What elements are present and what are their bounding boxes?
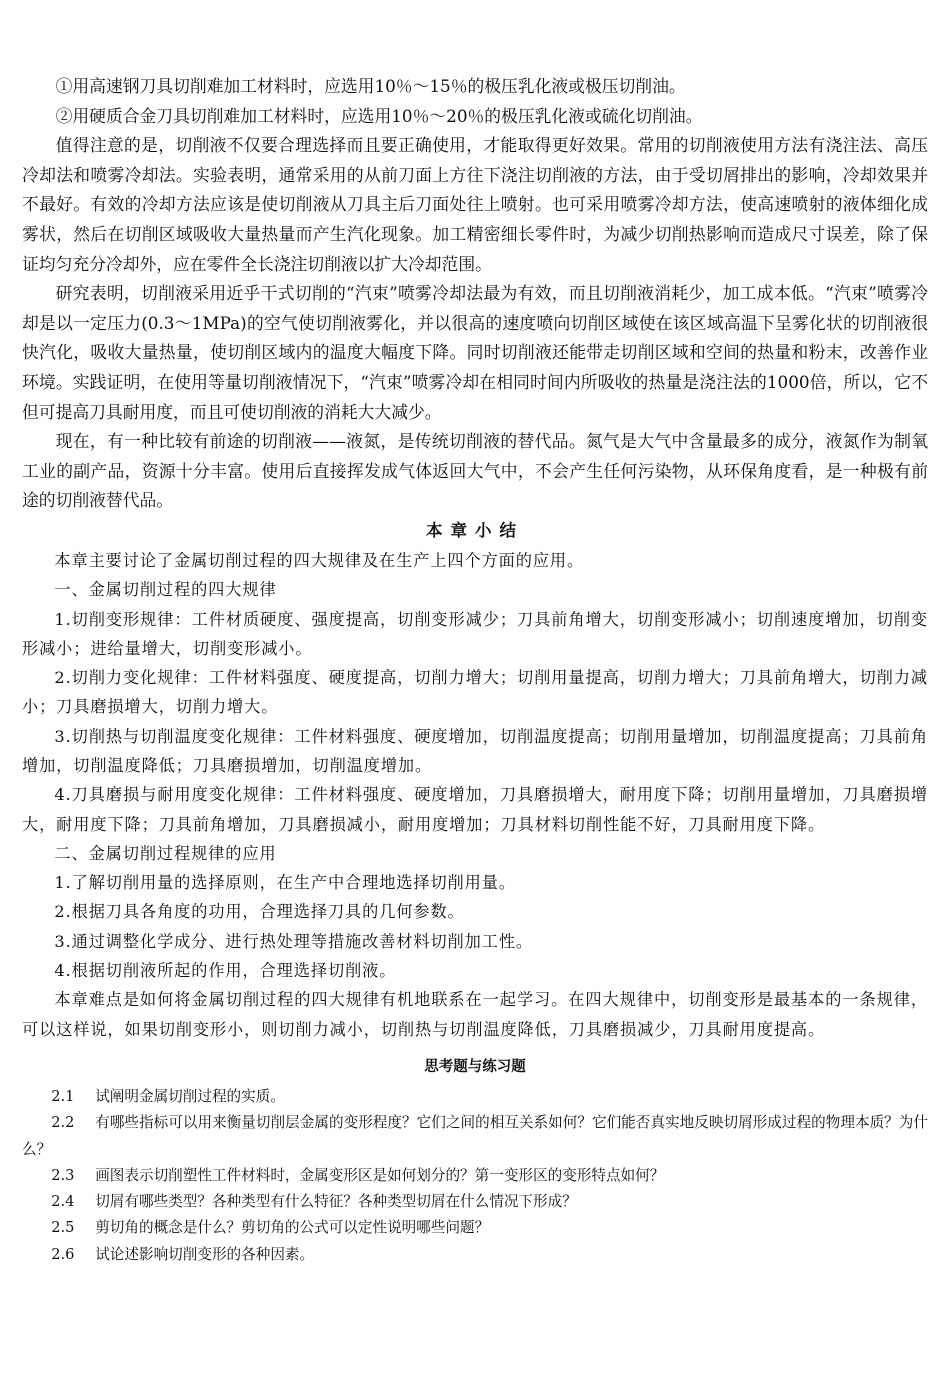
exercise-number: 2.2: [51, 1114, 75, 1132]
summary-closing: 本章难点是如何将金属切削过程的四大规律有机地联系在一起学习。在四大规律中，切削变形是最基本的一条规律，可以这样说，如果切削变形小，则切削力减小，切削热与切削温度降低，刀具磨损减少，刀具耐用度提高。: [22, 990, 928, 1039]
list-item: 3.通过调整化学成分、进行热处理等措施改善材料切削加工性。: [54, 931, 533, 951]
exercise-item: [22, 1242, 928, 1268]
section-heading: 一、金属切削过程的四大规律: [54, 580, 277, 600]
exercise-number: 2.1: [51, 1087, 75, 1105]
exercise-item: [22, 1189, 928, 1215]
list-item: 1.了解切削用量的选择原则，在生产中合理地选择切削用量。: [54, 873, 516, 893]
paragraph: 研究表明，切削液采用近乎干式切削的“汽束”喷雾冷却法最为有效，而且切削液消耗少，加工成本低。“汽束”喷雾冷却是以一定压力(0.3～1MPa)的空气使切削液雾化，并以很高的速度喷向切削区域使在该区域高温下呈雾化状的切削液很快汽化，吸收大量热量，使切削区域内的温度大幅度下降。同时切削液还能带走切削区域和空间的热量和粉末，改善作业环境。实践证明，在使用等量切削液情况下，“汽束”喷雾冷却在相同时间内所吸收的热量是浇注法的1000倍，所以，它不但可提高刀具耐用度，而且可使切削液的消耗大大减少。: [22, 283, 928, 422]
exercise-list: [22, 1084, 928, 1268]
exercise-text: 有哪些指标可以用来衡量切削层金属的变形程度？它们之间的相互关系如何？它们能否真实地反映切屑形成过程的物理本质？为什么？: [22, 1114, 928, 1158]
list-item: 4.刀具磨损与耐用度变化规律：工件材料强度、硬度增加，刀具磨损增大，耐用度下降；切削用量增加，刀具磨损增大，耐用度下降；刀具前角增加，刀具磨损减小，耐用度增加；刀具材料切削性能不好，刀具耐用度下降。: [22, 785, 928, 834]
exercises-heading: 思考题与练习题: [424, 1058, 526, 1075]
paragraph: 现在，有一种比较有前途的切削液——液氮，是传统切削液的替代品。氮气是大气中含量最多的成分，液氮作为制氧工业的副产品，资源十分丰富。使用后直接挥发成气体返回大气中，不会产生任何污染物，从环保角度看，是一种极有前途的切削液替代品。: [22, 431, 928, 511]
list-item: 1.切削变形规律：工件材质硬度、强度提高，切削变形减少；刀具前角增大，切削变形减小；切削速度增加，切削变形减小；进给量增大，切削变形减小。: [22, 609, 928, 658]
list-item: 2.根据刀具各角度的功用，合理选择刀具的几何参数。: [54, 902, 465, 922]
summary-heading: 本章小结: [426, 520, 524, 540]
chapter-summary: [22, 516, 928, 1044]
exercise-number: 2.3: [51, 1166, 75, 1184]
exercise-item: [22, 1163, 928, 1189]
body-text-top: [22, 72, 928, 516]
list-item: 4.根据切削液所起的作用，合理选择切削液。: [54, 961, 397, 981]
summary-intro: 本章主要讨论了金属切削过程的四大规律及在生产上四个方面的应用。: [54, 550, 585, 570]
list-item: 3.切削热与切削温度变化规律：工件材料强度、硬度增加，切削温度提高；切削用量增加，切削温度提高；刀具前角增加，切削温度降低；刀具磨损增加，切削温度增加。: [22, 726, 928, 775]
section-heading: 二、金属切削过程规律的应用: [54, 843, 277, 863]
exercise-text: 试阐明金属切削过程的实质。: [95, 1087, 285, 1105]
paragraph: 值得注意的是，切削液不仅要合理选择而且要正确使用，才能取得更好效果。常用的切削液使用方法有浇注法、高压冷却法和喷雾冷却法。实验表明，通常采用的从前刀面上方往下浇注切削液的方法，由于受切屑排出的影响，冷却效果并不最好。有效的冷却方法应该是使切削液从刀具主后刀面处往上喷射。也可采用喷雾冷却方法，使高速喷射的液体细化成雾状，然后在切削区域吸收大量热量而产生汽化现象。加工精密细长零件时，为减少切削热影响而造成尺寸误差，除了保证均匀充分冷却外，应在零件全长浇注切削液以扩大冷却范围。: [22, 135, 928, 274]
exercise-text: 试论述影响切削变形的各种因素。: [95, 1245, 315, 1263]
list-item: 2.切削力变化规律：工件材料强度、硬度提高，切削力增大；切削用量提高，切削力增大；刀具前角增大，切削力减小；刀具磨损增大，切削力增大。: [22, 668, 928, 717]
exercise-number: 2.4: [51, 1193, 75, 1211]
exercise-item: [22, 1084, 928, 1110]
exercise-number: 2.5: [51, 1219, 75, 1237]
exercise-text: 剪切角的概念是什么？剪切角的公式可以定性说明哪些问题？: [95, 1219, 490, 1237]
exercise-number: 2.6: [51, 1245, 75, 1263]
exercise-item: [22, 1215, 928, 1241]
exercise-text: 切屑有哪些类型？各种类型有什么特征？各种类型切屑在什么情况下形成？: [95, 1193, 577, 1211]
exercise-item: [22, 1110, 928, 1163]
exercise-text: 画图表示切削塑性工件材料时，金属变形区是如何划分的？第一变形区的变形特点如何？: [95, 1166, 665, 1184]
paragraph: ①用高速钢刀具切削难加工材料时，应选用10％～15％的极压乳化液或极压切削油。: [55, 76, 686, 96]
paragraph: ②用硬质合金刀具切削难加工材料时，应选用10％～20％的极压乳化液或硫化切削油。: [55, 105, 703, 126]
